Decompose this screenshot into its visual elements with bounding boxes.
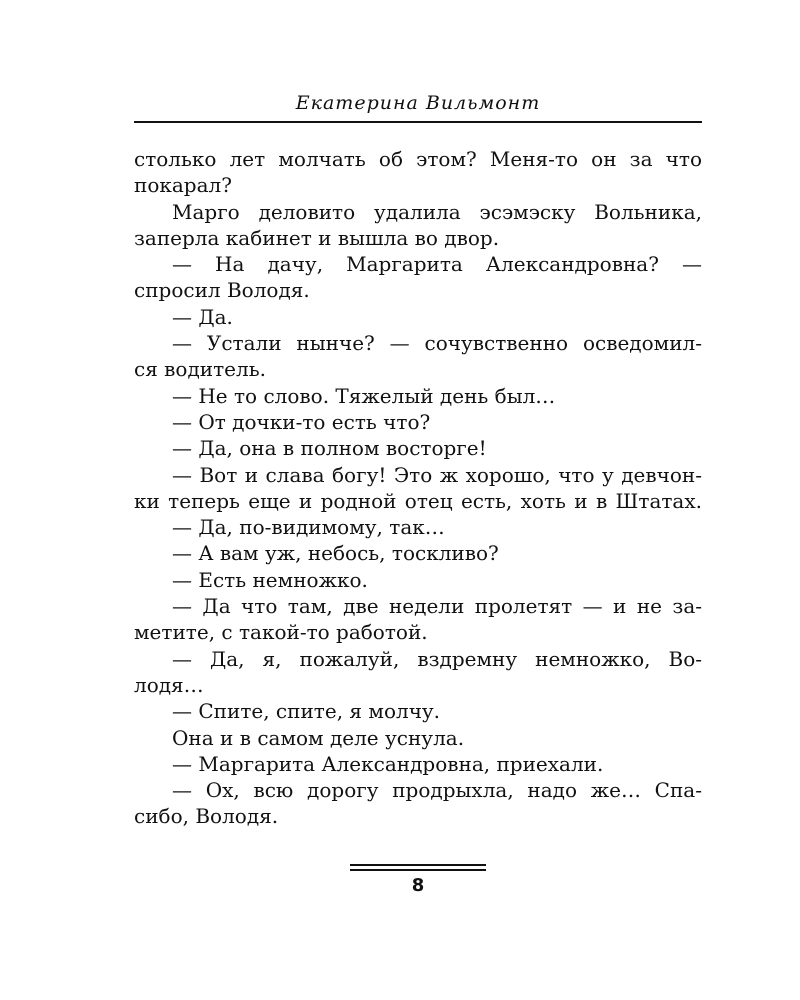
text-line: — Есть немножко. [172,567,368,592]
text-line: заперла кабинет и вышла во двор. [134,225,500,250]
footer-rule-top [350,864,486,866]
text-line: — Да. [172,304,233,329]
page-number: 8 [411,875,425,896]
text-line: — Да что там, две недели пролетят — и не за- [172,594,702,619]
text-line: — На дачу, Маргарита Александровна? — [172,252,702,277]
footer-rule-bottom [350,869,486,871]
text-line: Она и в самом деле уснула. [172,725,465,750]
text-line: метите, с такой-то работой. [134,620,428,645]
text-line: — От дочки-то есть что? [172,409,431,434]
text-line: — Да, она в полном восторге! [172,436,487,461]
text-line: — А вам уж, небось, тоскливо? [172,541,499,566]
text-line: — Спите, спите, я молчу. [172,699,441,724]
text-line: ки теперь еще и родной отец есть, хоть и в Штатах. [134,488,702,513]
text-line: сибо, Володя. [134,804,279,829]
text-line: — Устали нынче? — сочувственно осведомил- [172,331,702,356]
text-line: — Да, я, пожалуй, вздремну немножко, Во- [172,646,702,671]
text-line: спросил Володя. [134,278,310,303]
text-line: столько лет молчать об этом? Меня-то он за что [134,147,702,171]
text-line: — Да, по-видимому, так… [172,515,445,540]
body-text [134,146,702,830]
text-line: — Вот и слава богу! Это ж хорошо, что у девчон- [172,462,702,487]
text-line: — Не то слово. Тяжелый день был… [172,383,556,408]
text-line: ся водитель. [134,357,266,382]
running-header: Екатерина Вильмонт [295,92,541,114]
text-line: — Маргарита Александровна, приехали. [172,751,604,776]
text-line: лодя… [134,672,204,697]
text-line: покарал? [134,173,232,198]
header-rule [134,121,702,123]
text-line: — Ох, всю дорогу продрыхла, надо же… Спа- [172,778,702,803]
text-line: Марго деловито удалила эсэмэску Вольника, [172,199,702,224]
